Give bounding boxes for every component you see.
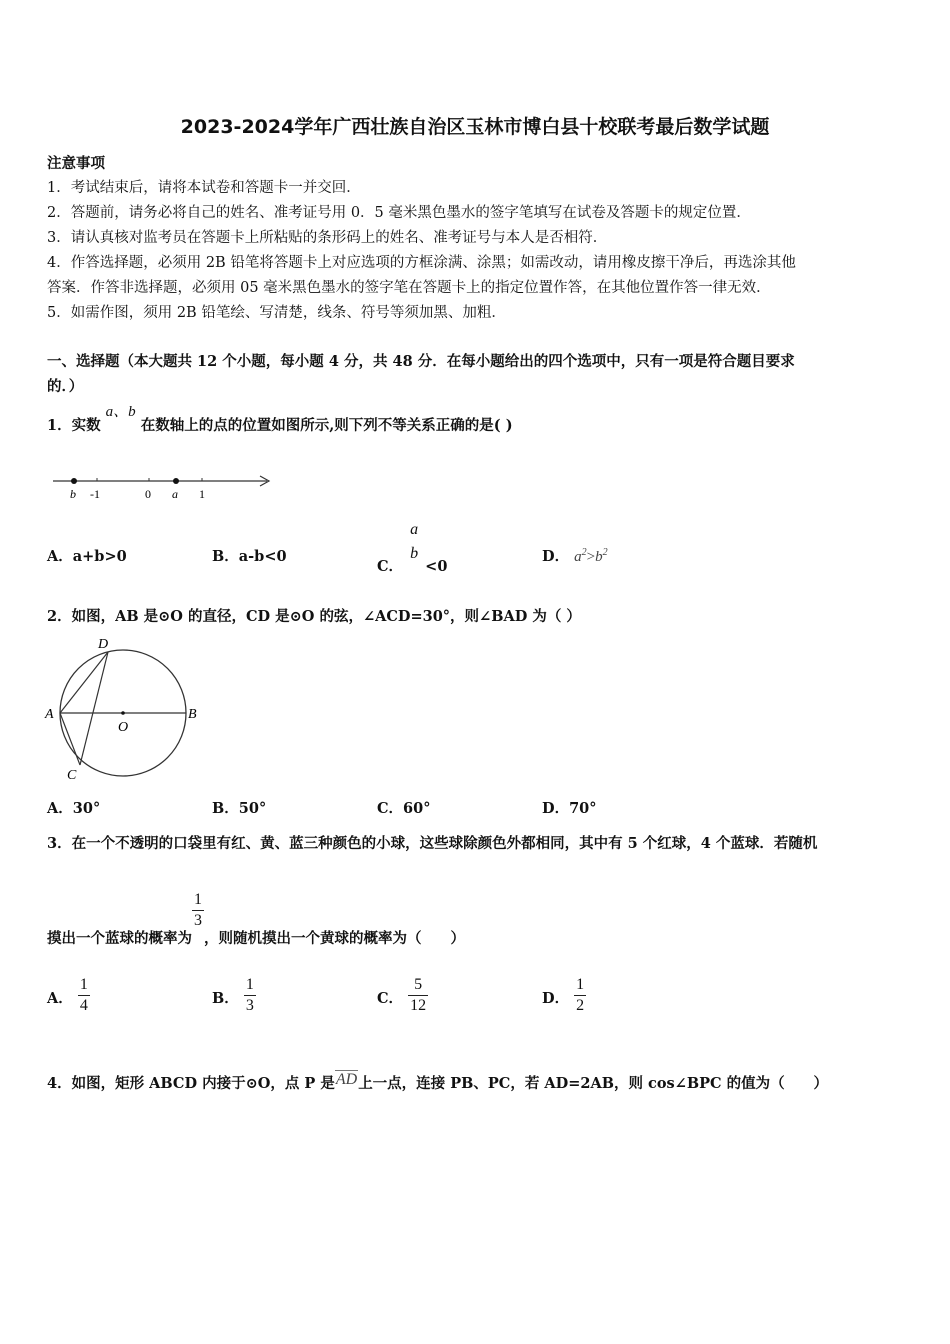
section-heading: 一、选择题（本大题共 12 个小题，每小题 4 分，共 48 分．在每小题给出的四个选项中，只有一项是符合题目要求 (47, 353, 795, 370)
axis-label-0: 0 (145, 487, 151, 501)
q3-option-b[interactable]: B． $\frac{1}{3}$ (212, 976, 254, 1014)
q2-option-c[interactable]: C．60° (377, 800, 431, 817)
center-o (121, 711, 125, 715)
chord-ac (60, 713, 80, 765)
notice-item: 3．请认真核对监考员在答题卡上所粘贴的条形码上的姓名、准考证号与本人是否相符． (47, 230, 608, 246)
point-a (173, 478, 179, 484)
axis-label-b: b (70, 487, 76, 501)
question-4: 4．如图，矩形 ABCD 内接于⊙O，点 P 是AD上一点，连接 PB、PC，若 AD=2AB，则 cos∠BPC 的值为（ ） (47, 1071, 829, 1092)
q3-option-a[interactable]: A． $\frac{1}{4}$ (47, 976, 88, 1014)
q2-option-a[interactable]: A．30° (47, 800, 101, 817)
label-a: A (45, 707, 54, 722)
label-c: C (67, 768, 77, 783)
q3-fraction: $\frac{1}{3}$ (194, 891, 202, 929)
notice-item: 1．考试结束后，请将本试卷和答题卡一并交回． (47, 180, 361, 196)
section-heading-cont: 的．） (47, 378, 84, 395)
q1-prefix: 1．实数 (47, 417, 101, 434)
q1-vars: a、b (105, 404, 136, 420)
label-o: O (118, 720, 129, 735)
question-2: 2．如图，AB 是⊙O 的直径，CD 是⊙O 的弦，∠ACD=30°，则∠BAD 为（ ） (47, 608, 581, 625)
circle-figure (40, 635, 210, 785)
axis-label-minus-1: -1 (90, 487, 100, 501)
q1-option-d[interactable]: D． $a^2>b^2$ (542, 547, 608, 565)
notice-item: 5．如需作图，须用 2B 铅笔绘、写清楚，线条、符号等须加黑、加粗． (47, 305, 506, 321)
q1-c-fraction: a b (410, 521, 419, 562)
q1-option-a[interactable]: A．a+b>0 (47, 548, 127, 565)
number-line-figure (45, 468, 280, 508)
q1-suffix: 在数轴上的点的位置如图所示,则下列不等关系正确的是( ) (140, 417, 513, 434)
q2-option-d[interactable]: D．70° (542, 800, 597, 817)
notice-heading: 注意事项 (47, 155, 105, 172)
label-d: D (98, 637, 109, 652)
question-3-cont: 摸出一个蓝球的概率为 $\frac{1}{3}$ ，则随机摸出一个黄球的概率为（ ） (47, 891, 465, 947)
question-1 (47, 404, 513, 435)
page-title: 2023-2024学年广西壮族自治区玉林市博白县十校联考最后数学试题 (180, 116, 770, 138)
notice-item: 2．答题前，请务必将自己的姓名、准考证号用 0．5 毫米黑色墨水的签字笔填写在试卷及答题卡的规定位置． (47, 205, 751, 221)
q2-option-b[interactable]: B．50° (212, 800, 267, 817)
q1-option-c[interactable]: C． a b <0 (377, 521, 448, 575)
question-3: 3．在一个不透明的口袋里有红、黄、蓝三种颜色的小球，这些球除颜色外都相同，其中有 5 个红球，4 个蓝球．若随机 (47, 835, 818, 852)
q3-option-c[interactable]: C． $\frac{5}{12}$ (377, 976, 427, 1014)
q3-option-d[interactable]: D． $\frac{1}{2}$ (542, 976, 585, 1014)
q1-option-b[interactable]: B．a-b<0 (212, 548, 287, 565)
point-b (71, 478, 77, 484)
axis-label-a: a (172, 487, 178, 501)
arc-ad: AD (335, 1071, 358, 1088)
notice-item: 4．作答选择题，必须用 2B 铅笔将答题卡上对应选项的方框涂满、涂黑；如需改动，请用橡皮擦干净后，再选涂其他 (47, 255, 796, 271)
q1-d-expression: $a^2>b^2$ (574, 547, 608, 565)
label-b: B (188, 707, 197, 722)
notice-item: 答案．作答非选择题，必须用 05 毫米黑色墨水的签字笔在答题卡上的指定位置作答，在其他位置作答一律无效． (47, 280, 771, 296)
axis-label-1: 1 (199, 487, 205, 501)
